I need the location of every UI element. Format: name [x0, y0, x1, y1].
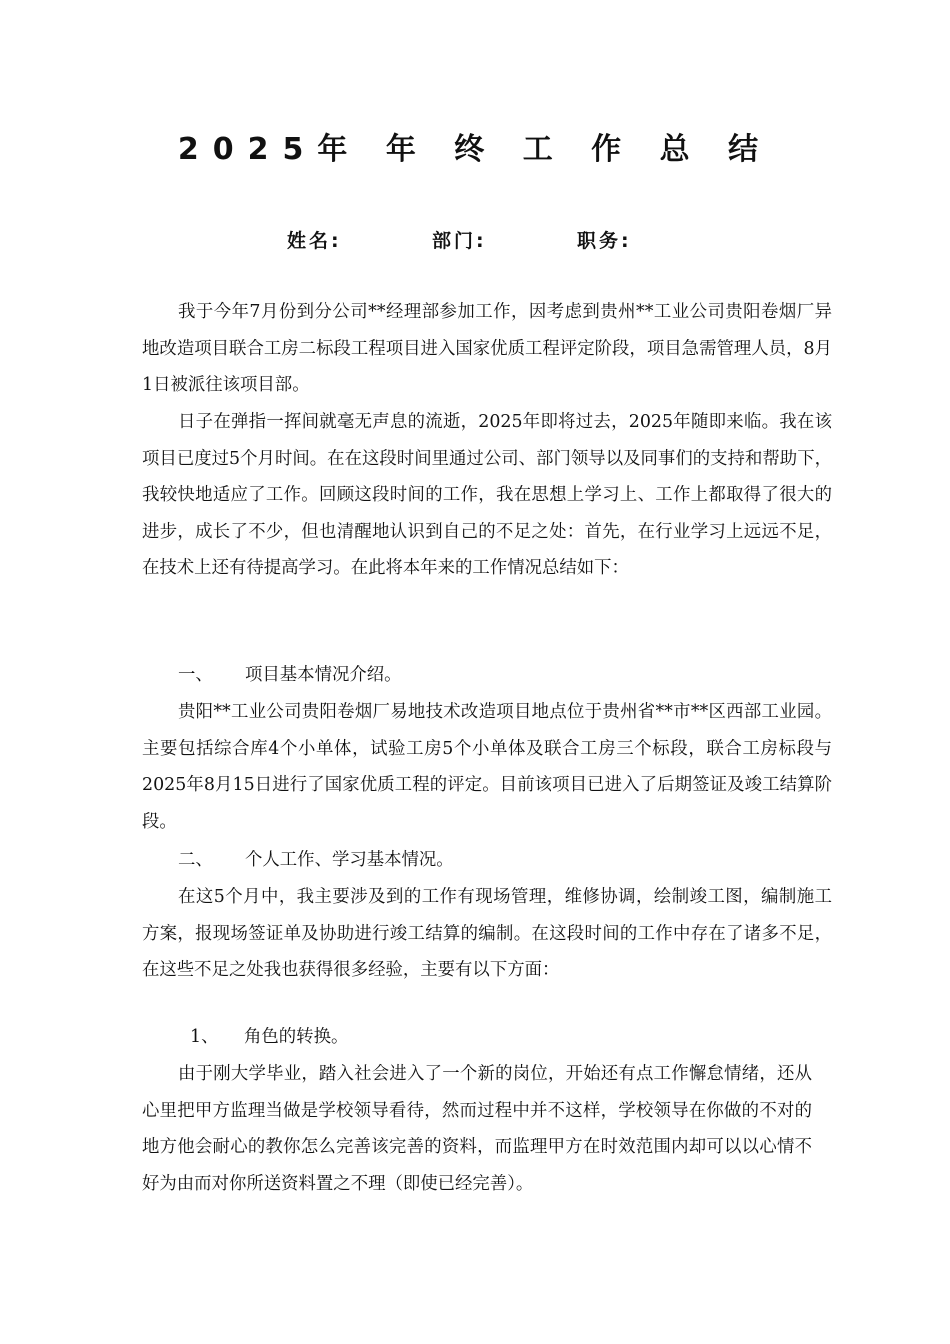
- section-heading-project: [178, 657, 402, 694]
- subsection-title: 角色的转换。: [244, 1027, 349, 1047]
- paragraph-intro: 我于今年7月份到分公司**经理部参加工作，因考虑到贵州**工业公司贵阳卷烟厂异地改造项目联合工房二标段工程项目进入国家优质工程评定阶段，项目急需管理人员，8月1日被派往该项目部。: [142, 302, 832, 395]
- subsection-number: 1、: [190, 1027, 219, 1047]
- page-title: 2025年 年 终 工 作 总 结: [177, 132, 773, 167]
- name-label: 姓名:: [287, 230, 342, 252]
- paragraph-role-change: 由于刚大学毕业，踏入社会进入了一个新的岗位，开始还有点工作懈怠情绪，还从心里把甲方监理当做是学校领导看待，然而过程中并不这样，学校领导在你做的不对的地方他会耐心的教你怎么完善该完善的资料，而监理甲方在时效范围内却可以以心情不好为由而对你所送资料置之不理（即使已经完善）。: [142, 1064, 812, 1194]
- section-heading-personal-work: [178, 842, 454, 879]
- paragraph-overview: 日子在弹指一挥间就毫无声息的流逝，2025年即将过去，2025年随即来临。我在该项目已度过5个月时间。在在这段时间里通过公司、部门领导以及同事们的支持和帮助下，我较快地适应了工作。回顾这段时间的工作，我在思想上学习上、工作上都取得了很大的进步，成长了不少，但也清醒地认识到自己的不足之处：首先，在行业学习上远远不足，在技术上还有待提高学习。在此将本年来的工作情况总结如下：: [142, 412, 832, 578]
- position-label: 职务:: [577, 230, 632, 252]
- subsection-heading-role-change: [190, 1019, 348, 1056]
- author-info-line: [0, 226, 950, 256]
- paragraph-personal-work: 在这5个月中，我主要涉及到的工作有现场管理，维修协调，绘制竣工图，编制施工方案，报现场签证单及协助进行竣工结算的编制。在这段时间的工作中存在了诸多不足，在这些不足之处我也获得很多经验，主要有以下方面：: [142, 887, 832, 980]
- section-title: 项目基本情况介绍。: [245, 665, 402, 685]
- section-number: 二、: [178, 850, 213, 870]
- paragraph-project-info: 贵阳**工业公司贵阳卷烟厂易地技术改造项目地点位于贵州省**市**区西部工业园。主要包括综合库4个小单体，试验工房5个小单体及联合工房三个标段，联合工房标段与2025年8月15日进行了国家优质工程的评定。目前该项目已进入了后期签证及竣工结算阶段。: [142, 702, 832, 832]
- section-number: 一、: [178, 665, 213, 685]
- department-label: 部门:: [432, 230, 487, 252]
- section-title: 个人工作、学习基本情况。: [245, 850, 454, 870]
